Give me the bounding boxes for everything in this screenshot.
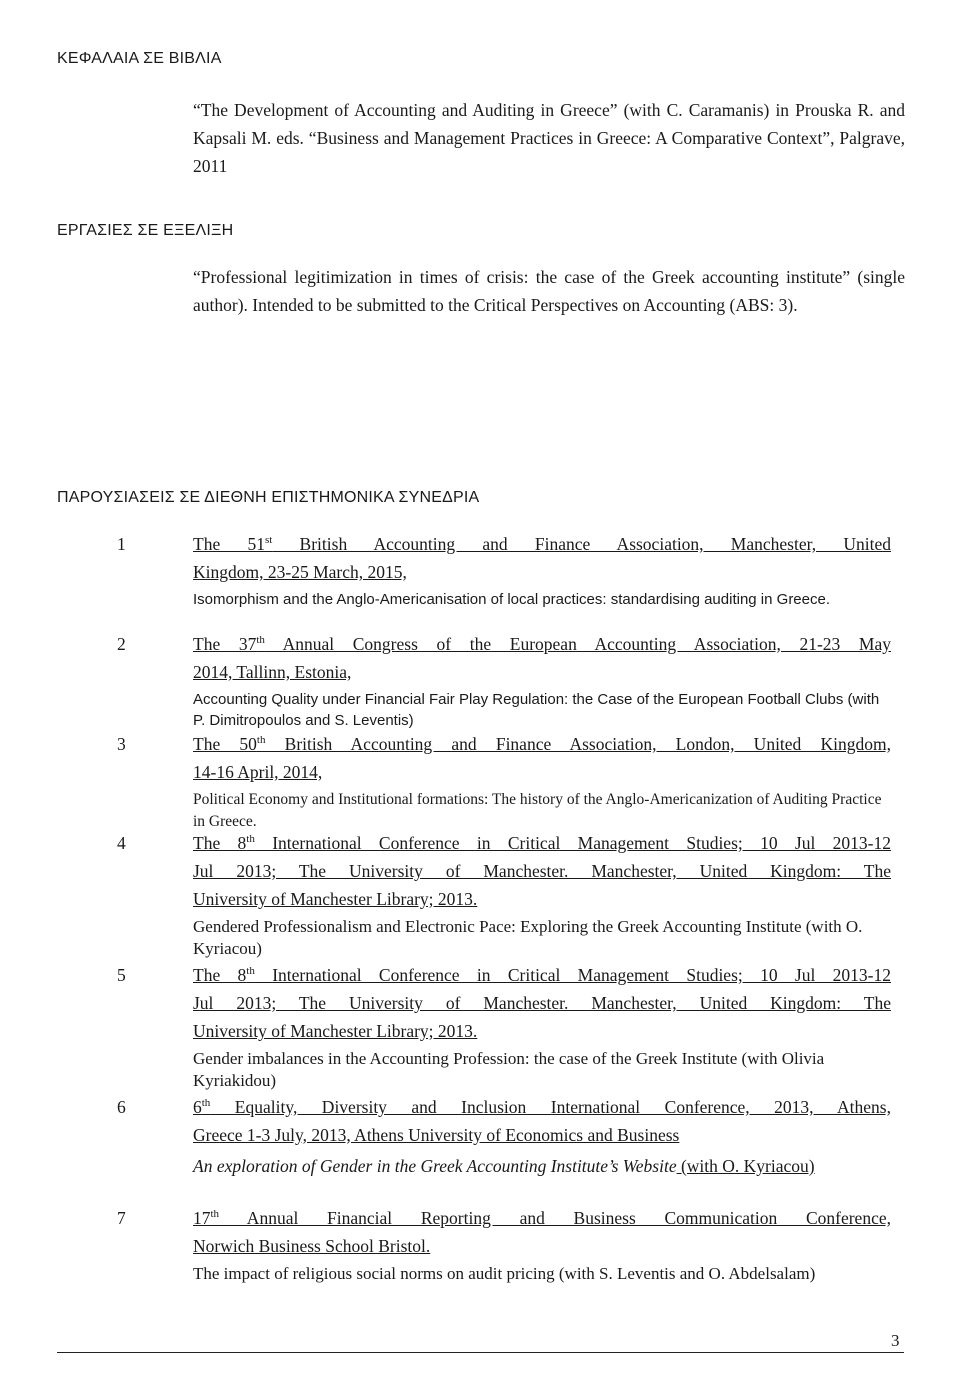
- conference-ordinal: 6: [193, 1097, 202, 1117]
- item-number: 2: [117, 634, 126, 654]
- section-heading-books: ΚΕΦΑΛΑΙΑ ΣΕ ΒΙΒΛΙΑ: [57, 50, 222, 67]
- item-number: 5: [117, 965, 126, 985]
- conference-title-line: [193, 758, 891, 786]
- conference-title-rest: International Conference in Critical Management Studies; 10 Jul 2013-12: [254, 833, 891, 853]
- paper-title: Accounting Quality under Financial Fair Play Regulation: the Case of the European Football Clubs (with P. Dimitropoulos and S. Leventis): [193, 691, 880, 729]
- conference-ordinal: The 51: [193, 534, 265, 554]
- conference-title-line-text: Greece 1-3 July, 2013, Athens University of Economics and Business: [193, 1125, 680, 1145]
- conference-title-rest: Annual Congress of the European Accounting Association, 21-23 May: [264, 634, 891, 654]
- paper-title: Gendered Professionalism and Electronic Pace: Exploring the Greek Accounting Institute (with O. Kyriacou): [193, 917, 863, 958]
- ordinal-suffix: th: [201, 1097, 211, 1109]
- paper-title: Political Economy and Institutional formations: The history of the Anglo-Americanization of Auditing Practice in Greece.: [193, 791, 882, 830]
- work-in-progress-entry: “Professional legitimization in times of crisis: the case of the Greek accounting institute” (single author). Intended to be submitted to the Critical Perspectives on Accounting (ABS: 3).: [193, 267, 905, 315]
- conference-title-rest: Annual Financial Reporting and Business Communication Conference,: [219, 1208, 891, 1228]
- item-number: 1: [117, 534, 126, 554]
- conference-title-rest: British Accounting and Finance Association, London, United Kingdom,: [265, 734, 891, 754]
- conference-title-line: [193, 1121, 891, 1149]
- conference-ordinal: The 50: [193, 734, 257, 754]
- paper-title: Isomorphism and the Anglo-Americanisation of local practices: standardising auditing in Greece.: [193, 591, 831, 608]
- conference-title-line: Jul 2013; The University of Manchester. Manchester, United Kingdom: The: [193, 861, 891, 881]
- ordinal-suffix: th: [256, 634, 265, 646]
- conference-ordinal: The 8: [193, 833, 247, 853]
- conference-title-line: [193, 730, 891, 758]
- conference-title-line-text: University of Manchester Library; 2013.: [193, 889, 478, 909]
- presentation-item: [0, 961, 960, 1092]
- conference-title-line: [193, 1232, 891, 1260]
- ordinal-suffix: th: [246, 833, 255, 845]
- presentation-item: [0, 829, 960, 960]
- presentation-item: [0, 730, 960, 833]
- conference-title-rest: International Conference in Critical Management Studies; 10 Jul 2013-12: [254, 965, 891, 985]
- item-number: 6: [117, 1097, 126, 1117]
- paper-title: [193, 1152, 891, 1180]
- conference-title-line: [193, 1093, 891, 1121]
- conference-title-line: [193, 530, 891, 558]
- item-number: 3: [117, 734, 126, 754]
- section-heading-work-in-progress: ΕΡΓΑΣΙΕΣ ΣΕ ΕΞΕΛΙΞΗ: [57, 222, 234, 239]
- presentation-item: [0, 1204, 960, 1285]
- conference-title-line: [193, 1017, 891, 1045]
- presentation-item: [0, 630, 960, 731]
- ordinal-suffix: st: [264, 534, 273, 546]
- paper-title: The impact of religious social norms on audit pricing (with S. Leventis and O. Abdelsalam): [193, 1264, 816, 1283]
- section-heading-presentations: ΠΑΡΟΥΣΙΑΣΕΙΣ ΣΕ ΔΙΕΘΝΗ ΕΠΙΣΤΗΜΟΝΙΚΑ ΣΥΝΕΔΡΙΑ: [57, 489, 480, 506]
- paper-coauthor: (with O. Kyriacou): [676, 1156, 815, 1176]
- conference-title-line: [193, 961, 891, 989]
- conference-title-line: [193, 885, 891, 913]
- item-number: 4: [117, 833, 126, 853]
- item-number: 7: [117, 1208, 126, 1228]
- ordinal-suffix: th: [246, 965, 255, 977]
- page-number: 3: [891, 1331, 900, 1350]
- conference-title-rest: Equality, Diversity and Inclusion International Conference, 2013, Athens,: [210, 1097, 891, 1117]
- presentation-item: [0, 1093, 960, 1180]
- conference-title-line-text: 2014, Tallinn, Estonia,: [193, 662, 352, 682]
- conference-title-line: Jul 2013; The University of Manchester. Manchester, United Kingdom: The: [193, 993, 891, 1013]
- paper-title-italic: An exploration of Gender in the Greek Accounting Institute’s Website: [193, 1156, 677, 1176]
- conference-ordinal: The 8: [193, 965, 247, 985]
- conference-title-line-text: University of Manchester Library; 2013.: [193, 1021, 478, 1041]
- conference-title-line: Kingdom, 23-25 March, 2015,: [193, 562, 407, 582]
- ordinal-suffix: th: [210, 1208, 220, 1220]
- footer-rule: [57, 1352, 904, 1353]
- conference-title-line: [193, 1204, 891, 1232]
- paper-title: Gender imbalances in the Accounting Profession: the case of the Greek Institute (with Olivia Kyriakidou): [193, 1049, 825, 1090]
- ordinal-suffix: th: [256, 734, 266, 746]
- conference-title-line: [193, 829, 891, 857]
- presentation-item: [0, 530, 960, 610]
- conference-title-line-text: 14-16 April, 2014,: [193, 762, 323, 782]
- conference-ordinal: 17: [193, 1208, 211, 1228]
- conference-title-line-text: Norwich Business School Bristol.: [193, 1236, 431, 1256]
- conference-title-line: [193, 630, 891, 658]
- conference-ordinal: The 37: [193, 634, 257, 654]
- book-chapter-entry: “The Development of Accounting and Auditing in Greece” (with C. Caramanis) in Prouska R. and Kapsali M. eds. “Business and Management Practices in Greece: A Comparative Context”, Palgrave, 2011: [193, 100, 905, 176]
- conference-title-rest: British Accounting and Finance Association, Manchester, United: [272, 534, 891, 554]
- conference-title-line: [193, 658, 891, 686]
